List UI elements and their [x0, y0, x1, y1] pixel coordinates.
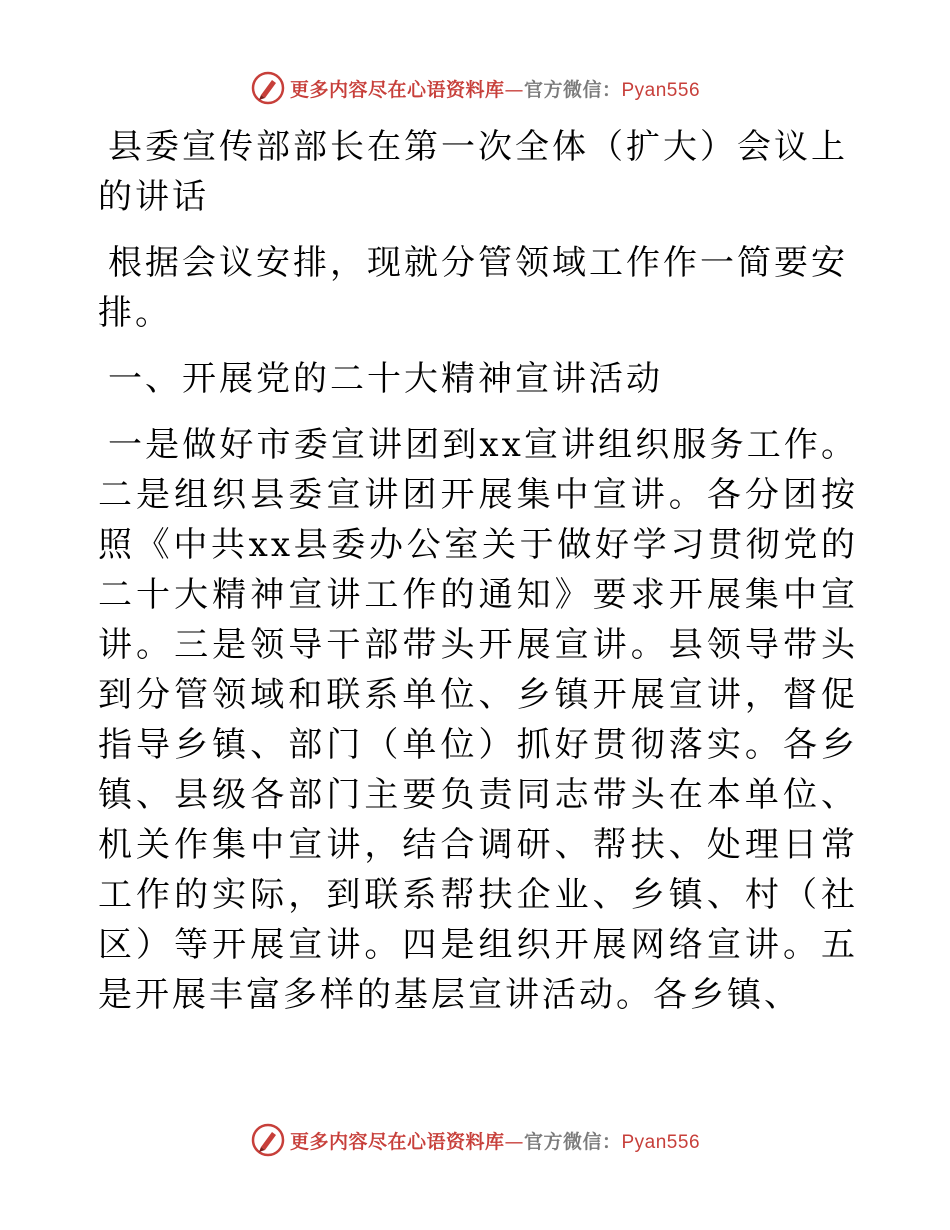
footer-watermark	[0, 1122, 950, 1158]
section-heading: 一、开展党的二十大精神宣讲活动	[108, 359, 663, 399]
document-title: 县委宣传部部长在第一次全体（扩大）会议上的讲话	[98, 127, 848, 217]
watermark-official-label: 官方微信：	[523, 78, 622, 101]
watermark-dash: —	[504, 1130, 524, 1153]
pen-circle-logo-icon	[250, 70, 286, 106]
document-body	[98, 122, 858, 1036]
body-paragraph: 一是做好市委宣讲团到xx宣讲组织服务工作。二是组织县委宣讲团开展集中宣讲。各分团按照《中共xx县委办公室关于做好学习贯彻党的二十大精神宣讲工作的通知》要求开展集中宣讲。三是领导干部带头开展宣讲。县领导带头到分管领域和联系单位、乡镇开展宣讲，督促指导乡镇、部门（单位）抓好贯彻落实。各乡镇、县级各部门主要负责同志带头在本单位、机关作集中宣讲，结合调研、帮扶、处理日常工作的实际，到联系帮扶企业、乡镇、村（社区）等开展宣讲。四是组织开展网络宣讲。五是开展丰富多样的基层宣讲活动。各乡镇、	[98, 425, 858, 1015]
pen-circle-logo-icon	[250, 1122, 286, 1158]
watermark-dash: —	[504, 78, 524, 101]
watermark-wechat-id: Pyan556	[621, 1131, 701, 1153]
intro-paragraph: 根据会议安排，现就分管领域工作作一简要安排。	[98, 243, 848, 333]
watermark-wechat-id: Pyan556	[621, 79, 701, 101]
watermark-official-label: 官方微信：	[523, 1130, 622, 1153]
watermark-brand: 更多内容尽在心语资料库	[289, 1130, 505, 1153]
watermark-brand: 更多内容尽在心语资料库	[289, 78, 505, 101]
header-watermark	[0, 70, 950, 106]
